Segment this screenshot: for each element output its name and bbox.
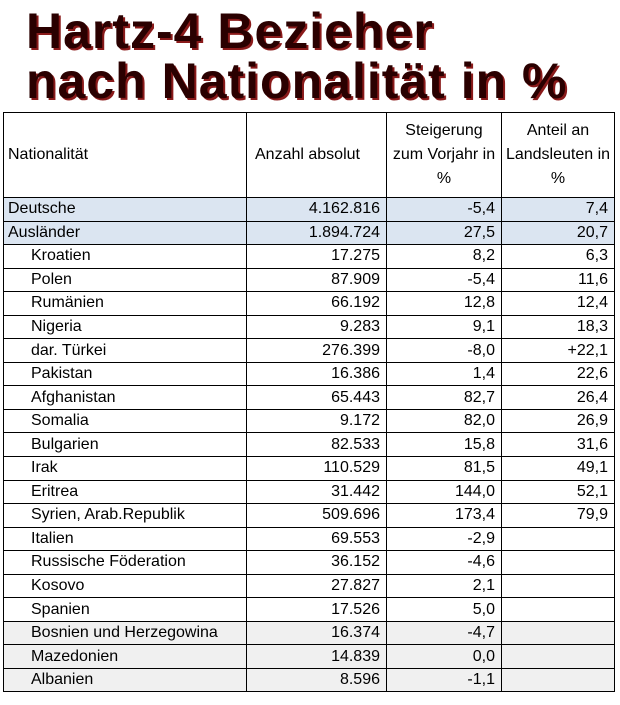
table-row bbox=[4, 433, 615, 457]
cell-nationality: Syrien, Arab.Republik bbox=[4, 504, 247, 528]
cell-nationality: Nigeria bbox=[4, 315, 247, 339]
header-absolute: Anzahl absolut bbox=[247, 113, 387, 198]
cell-share: 26,9 bbox=[502, 409, 615, 433]
cell-change: 27,5 bbox=[387, 221, 502, 245]
cell-share: 18,3 bbox=[502, 315, 615, 339]
cell-change: 15,8 bbox=[387, 433, 502, 457]
cell-nationality: Deutsche bbox=[4, 198, 247, 222]
cell-change: 144,0 bbox=[387, 480, 502, 504]
cell-absolute: 1.894.724 bbox=[247, 221, 387, 245]
table-row bbox=[4, 551, 615, 575]
table-row bbox=[4, 504, 615, 528]
cell-change: 82,7 bbox=[387, 386, 502, 410]
cell-share: 6,3 bbox=[502, 245, 615, 269]
cell-share: 22,6 bbox=[502, 362, 615, 386]
cell-absolute: 65.443 bbox=[247, 386, 387, 410]
table-row bbox=[4, 598, 615, 622]
cell-absolute: 36.152 bbox=[247, 551, 387, 575]
cell-absolute: 31.442 bbox=[247, 480, 387, 504]
cell-share: 79,9 bbox=[502, 504, 615, 528]
cell-nationality: Kroatien bbox=[4, 245, 247, 269]
cell-absolute: 16.386 bbox=[247, 362, 387, 386]
cell-absolute: 69.553 bbox=[247, 527, 387, 551]
table-row bbox=[4, 621, 615, 645]
cell-share: 11,6 bbox=[502, 268, 615, 292]
nationality-table bbox=[3, 112, 615, 692]
cell-change: 81,5 bbox=[387, 457, 502, 481]
cell-absolute: 9.283 bbox=[247, 315, 387, 339]
cell-share bbox=[502, 527, 615, 551]
table-row bbox=[4, 339, 615, 363]
cell-absolute: 66.192 bbox=[247, 292, 387, 316]
title-line-1: Hartz-4 Bezieher bbox=[26, 3, 434, 59]
cell-change: -4,7 bbox=[387, 621, 502, 645]
cell-change: -4,6 bbox=[387, 551, 502, 575]
cell-nationality: Pakistan bbox=[4, 362, 247, 386]
cell-change: -1,1 bbox=[387, 668, 502, 692]
table-row bbox=[4, 480, 615, 504]
table-row bbox=[4, 221, 615, 245]
cell-change: 82,0 bbox=[387, 409, 502, 433]
cell-nationality: Irak bbox=[4, 457, 247, 481]
cell-change: 1,4 bbox=[387, 362, 502, 386]
table-row bbox=[4, 315, 615, 339]
cell-share: 31,6 bbox=[502, 433, 615, 457]
table-row bbox=[4, 457, 615, 481]
cell-nationality: Bulgarien bbox=[4, 433, 247, 457]
cell-share bbox=[502, 598, 615, 622]
cell-nationality: Somalia bbox=[4, 409, 247, 433]
cell-share bbox=[502, 645, 615, 669]
cell-nationality: Polen bbox=[4, 268, 247, 292]
data-table-container bbox=[3, 112, 614, 692]
cell-nationality: Mazedonien bbox=[4, 645, 247, 669]
cell-nationality: Afghanistan bbox=[4, 386, 247, 410]
cell-nationality: Italien bbox=[4, 527, 247, 551]
cell-change: -5,4 bbox=[387, 268, 502, 292]
table-row bbox=[4, 386, 615, 410]
title-line-2: nach Nationalität in % bbox=[26, 53, 568, 109]
cell-change: 12,8 bbox=[387, 292, 502, 316]
cell-change: 9,1 bbox=[387, 315, 502, 339]
cell-change: -2,9 bbox=[387, 527, 502, 551]
cell-nationality: Eritrea bbox=[4, 480, 247, 504]
cell-absolute: 8.596 bbox=[247, 668, 387, 692]
cell-nationality: Albanien bbox=[4, 668, 247, 692]
table-row bbox=[4, 198, 615, 222]
table-row bbox=[4, 362, 615, 386]
cell-change: 5,0 bbox=[387, 598, 502, 622]
table-row bbox=[4, 245, 615, 269]
cell-nationality: Kosovo bbox=[4, 574, 247, 598]
cell-absolute: 82.533 bbox=[247, 433, 387, 457]
cell-share bbox=[502, 668, 615, 692]
cell-absolute: 87.909 bbox=[247, 268, 387, 292]
table-row bbox=[4, 574, 615, 598]
table-header-row bbox=[4, 113, 615, 198]
header-nationality: Nationalität bbox=[4, 113, 247, 198]
cell-change: 0,0 bbox=[387, 645, 502, 669]
cell-share bbox=[502, 574, 615, 598]
table-body bbox=[4, 198, 615, 692]
cell-change: 8,2 bbox=[387, 245, 502, 269]
table-row bbox=[4, 645, 615, 669]
page-title bbox=[0, 0, 620, 108]
cell-absolute: 509.696 bbox=[247, 504, 387, 528]
cell-share: 12,4 bbox=[502, 292, 615, 316]
cell-change: 2,1 bbox=[387, 574, 502, 598]
cell-absolute: 4.162.816 bbox=[247, 198, 387, 222]
cell-nationality: Russische Föderation bbox=[4, 551, 247, 575]
cell-change: 173,4 bbox=[387, 504, 502, 528]
cell-absolute: 17.526 bbox=[247, 598, 387, 622]
cell-nationality: Ausländer bbox=[4, 221, 247, 245]
table-row bbox=[4, 668, 615, 692]
cell-absolute: 16.374 bbox=[247, 621, 387, 645]
table-row bbox=[4, 292, 615, 316]
cell-absolute: 14.839 bbox=[247, 645, 387, 669]
cell-share bbox=[502, 621, 615, 645]
cell-absolute: 17.275 bbox=[247, 245, 387, 269]
cell-share: 49,1 bbox=[502, 457, 615, 481]
table-row bbox=[4, 409, 615, 433]
cell-share: +22,1 bbox=[502, 339, 615, 363]
cell-absolute: 276.399 bbox=[247, 339, 387, 363]
cell-change: -8,0 bbox=[387, 339, 502, 363]
cell-nationality: dar. Türkei bbox=[4, 339, 247, 363]
header-change: Steigerung zum Vorjahr in % bbox=[387, 113, 502, 198]
cell-nationality: Rumänien bbox=[4, 292, 247, 316]
header-share: Anteil an Landsleuten in % bbox=[502, 113, 615, 198]
cell-share: 20,7 bbox=[502, 221, 615, 245]
cell-change: -5,4 bbox=[387, 198, 502, 222]
cell-nationality: Spanien bbox=[4, 598, 247, 622]
cell-share: 7,4 bbox=[502, 198, 615, 222]
cell-absolute: 110.529 bbox=[247, 457, 387, 481]
cell-absolute: 27.827 bbox=[247, 574, 387, 598]
cell-nationality: Bosnien und Herzegowina bbox=[4, 621, 247, 645]
cell-absolute: 9.172 bbox=[247, 409, 387, 433]
cell-share bbox=[502, 551, 615, 575]
table-row bbox=[4, 527, 615, 551]
cell-share: 52,1 bbox=[502, 480, 615, 504]
cell-share: 26,4 bbox=[502, 386, 615, 410]
table-row bbox=[4, 268, 615, 292]
